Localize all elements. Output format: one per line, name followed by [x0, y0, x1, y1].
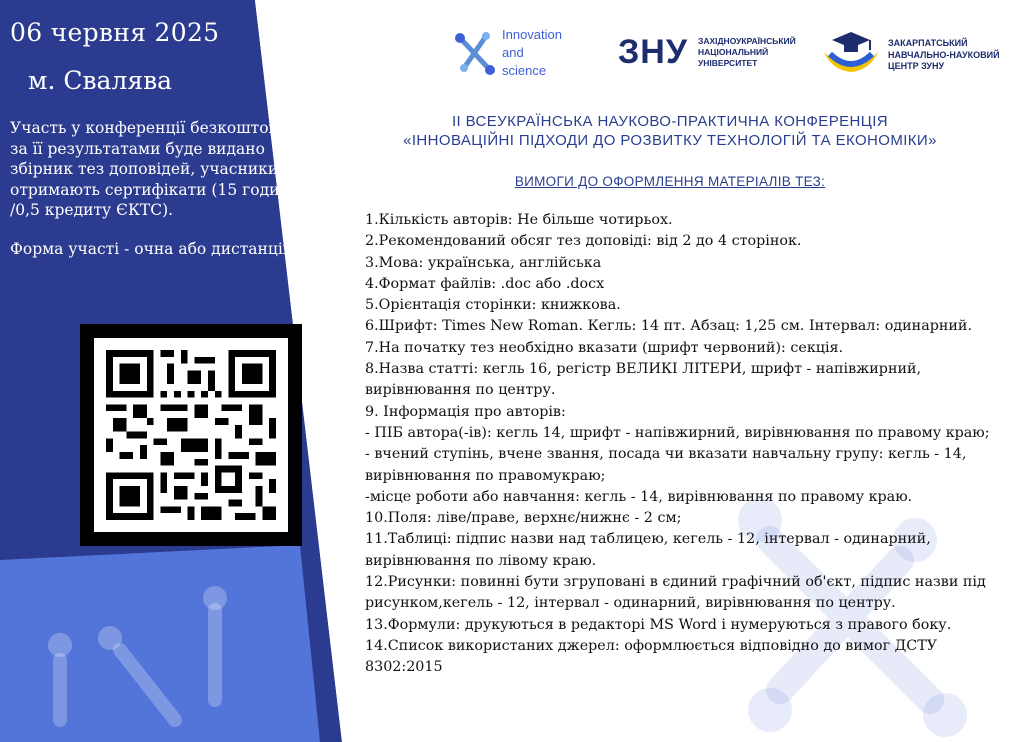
conference-title-line1: ІІ ВСЕУКРАЇНСЬКА НАУКОВО-ПРАКТИЧНА КОНФЕРЕНЦІЯ	[451, 113, 889, 130]
qr-code-pattern	[106, 350, 276, 520]
event-city: м. Свалява	[28, 66, 173, 95]
requirement-item: 2.Рекомендований обсяг тез доповіді: від 2 до 4 сторінок.	[365, 233, 802, 250]
requirement-item: 14.Список використаних джерел: оформлюється відповідно до вимог ДСТУ 8302:2015	[365, 637, 938, 676]
requirement-item: 5.Орієнтація сторінки: книжкова.	[365, 297, 621, 314]
participation-info	[10, 118, 320, 277]
requirement-item: 6.Шрифт: Times New Roman. Кегль: 14 пт. Абзац: 1,25 см. Інтервал: одинарний.	[365, 318, 973, 335]
requirement-item: 7.На початку тез необхідно вказати (шрифт червоний): секція.	[365, 339, 844, 356]
requirement-item: -місце роботи або навчання: кегль - 14, вирівнювання по правому краю.	[365, 488, 913, 505]
requirement-item: 13.Формули: друкуються в редакторі MS Word і нумеруються з правого боку.	[365, 616, 952, 633]
requirement-item: 9. Інформація про авторів:	[365, 403, 566, 420]
conference-title-line2: «ІННОВАЦІЙНІ ПІДХОДИ ДО РОЗВИТКУ ТЕХНОЛОГІЙ ТА ЕКОНОМІКИ»	[403, 132, 937, 149]
zakarpattia-line3: ЦЕНТР ЗУНУ	[888, 61, 945, 71]
innovation-logo-line1: Innovation	[502, 27, 562, 42]
wunu-mark: ЗНУ	[618, 33, 689, 71]
innovation-logo-line3: science	[502, 63, 547, 78]
innovation-logo-line2: and	[502, 45, 524, 60]
info-paragraph-format: Форма участі - очна або дистанційна.	[10, 239, 318, 258]
requirement-item: 11.Таблиці: підпис назви над таблицею, кегель - 12, інтервал - одинарний, вирівнювання по лівому краю.	[365, 531, 931, 569]
requirement-item: 8.Назва статті: кегль 16, регістр ВЕЛИКІ ЛІТЕРИ, шрифт - напівжирний, вирівнювання по центру.	[365, 361, 922, 399]
zakarpattia-center-logo	[820, 30, 1020, 86]
requirements-list	[365, 210, 1005, 679]
requirement-item: 10.Поля: ліве/праве, верхнє/нижнє - 2 см;	[365, 510, 682, 527]
requirement-item: 3.Мова: українська, англійська	[365, 254, 602, 271]
zakarpattia-line2: НАВЧАЛЬНО-НАУКОВИЙ	[888, 49, 1000, 60]
requirement-item: - вчений ступінь, вчене звання, посада чи вказати навчальну групу: кегль - 14, вирівнювання по правомукраю;	[365, 446, 967, 484]
requirement-item: 12.Рисунки: повинні бути згруповані в єдиний графічний об'єкт, підпис назви під рисунком,кегель - 12, інтервал - одинарний, вирівнювання по центру.	[365, 574, 986, 612]
requirement-item: - ПІБ автора(-ів): кегль 14, шрифт - напівжирний, вирівнювання по правому краю;	[365, 424, 990, 441]
zakarpattia-line1: ЗАКАРПАТСЬКИЙ	[888, 38, 968, 48]
wunu-line3: УНІВЕРСИТЕТ	[698, 58, 758, 68]
requirements-heading: ВИМОГИ ДО ОФОРМЛЕННЯ МАТЕРІАЛІВ ТЕЗ:	[514, 174, 826, 189]
innovation-science-logo	[452, 26, 582, 82]
wunu-logo	[618, 32, 808, 88]
graduation-cap-icon	[820, 30, 882, 76]
qr-code[interactable]	[80, 324, 302, 546]
requirement-item: 4.Формат файлів: .doc або .docx	[365, 275, 605, 292]
innovation-icon	[452, 28, 500, 80]
wunu-line1: ЗАХІДНОУКРАЇНСЬКИЙ	[698, 36, 796, 46]
requirement-item: 1.Кількість авторів: Не більше чотирьох.	[365, 212, 673, 228]
event-date: 06 червня 2025	[10, 18, 220, 47]
wunu-line2: НАЦІОНАЛЬНИЙ	[698, 47, 769, 57]
info-paragraph-fee: Участь у конференції безкоштовна, за її результатами буде видано збірник тез доповідей, учасники отримають сертифікати (15 годин /0,5 кредиту ЄКТС).	[10, 119, 302, 219]
